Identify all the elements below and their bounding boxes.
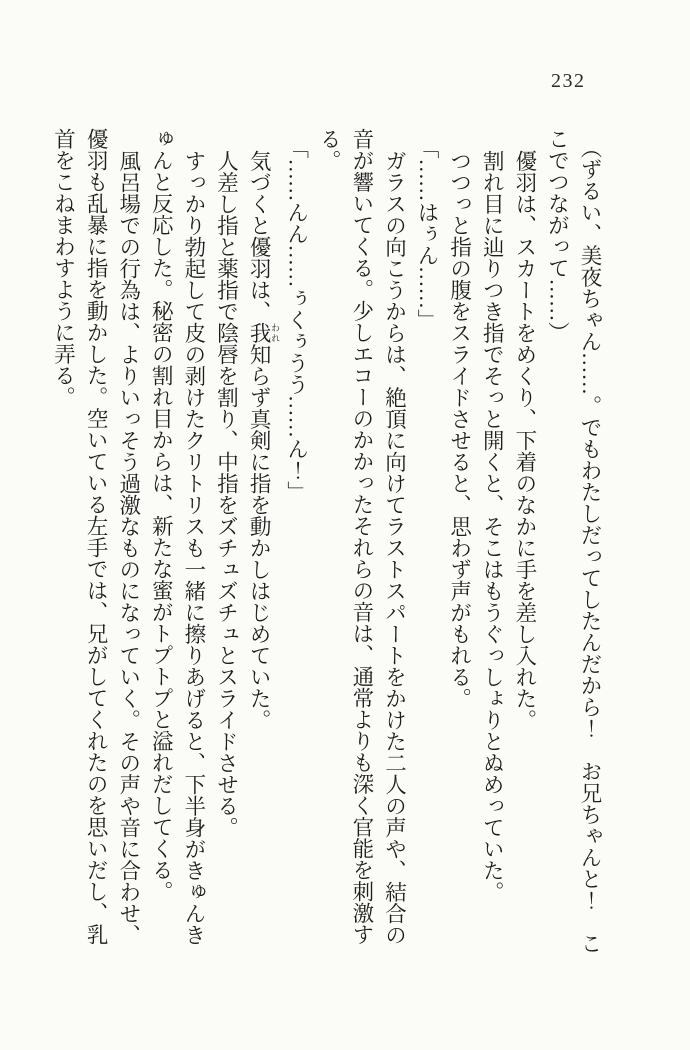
text-line: つつっと指の腹をスライドさせると、思わず声がもれる。 bbox=[447, 149, 472, 709]
text-line: 優羽は、スカートをめくり、下着のなかに手を差し入れた。 bbox=[512, 149, 537, 730]
text-line: こでつながって……） bbox=[545, 128, 570, 343]
text-line: （ずるい、美夜ちゃん……。でもわたしだってしたんだから！ お兄ちゃんと！ こ bbox=[578, 137, 602, 954]
text-line: 割れ目に辿りつき指でそっと開くと、そこはもうぐっしょりとぬめっていた。 bbox=[480, 149, 505, 902]
text-line: 人差し指と薬指で陰唇を割り、中指をズチュズチュとスライドさせる。 bbox=[214, 149, 239, 838]
text-line: ゅんと反応した。秘密の割れ目からは、新たな蜜がトプトプと溢れだしてくる。 bbox=[149, 128, 174, 902]
text-line: 優羽も乱暴に指を動かした。空いている左手では、兄がしてくれたのを思いだし、乳 bbox=[84, 128, 109, 945]
text-line: る。 bbox=[317, 128, 342, 171]
page-number: 232 bbox=[551, 70, 586, 92]
ruby-annotated-word: 我 われ bbox=[247, 321, 281, 343]
text-line: 首をこねまわすように弄る。 bbox=[51, 128, 76, 408]
text-line: 音が響いてくる。少しエコーのかかったそれらの音は、通常よりも深く官能を刺激す bbox=[349, 128, 374, 945]
text-line: ガラスの向こうからは、絶頂に向けてラストスパートをかけた二人の声や、結合の bbox=[382, 149, 407, 945]
page-text bbox=[47, 128, 606, 960]
text-line: すっかり勃起して皮の剥けたクリトリスも一緒に擦りあげると、下半身がきゅんき bbox=[181, 149, 206, 945]
text-line: 気づくと優羽は、我 われ知らず真剣に指を動かしはじめていた。 bbox=[247, 149, 281, 730]
text-line: 風呂場での行為は、よりいっそう過激なものになっていく。その声や音に合わせ、 bbox=[116, 149, 141, 945]
text-line: 「……んん……ぅくぅうう……ん！」 bbox=[284, 137, 309, 503]
text-line: 「……はぅん……」 bbox=[415, 137, 440, 331]
